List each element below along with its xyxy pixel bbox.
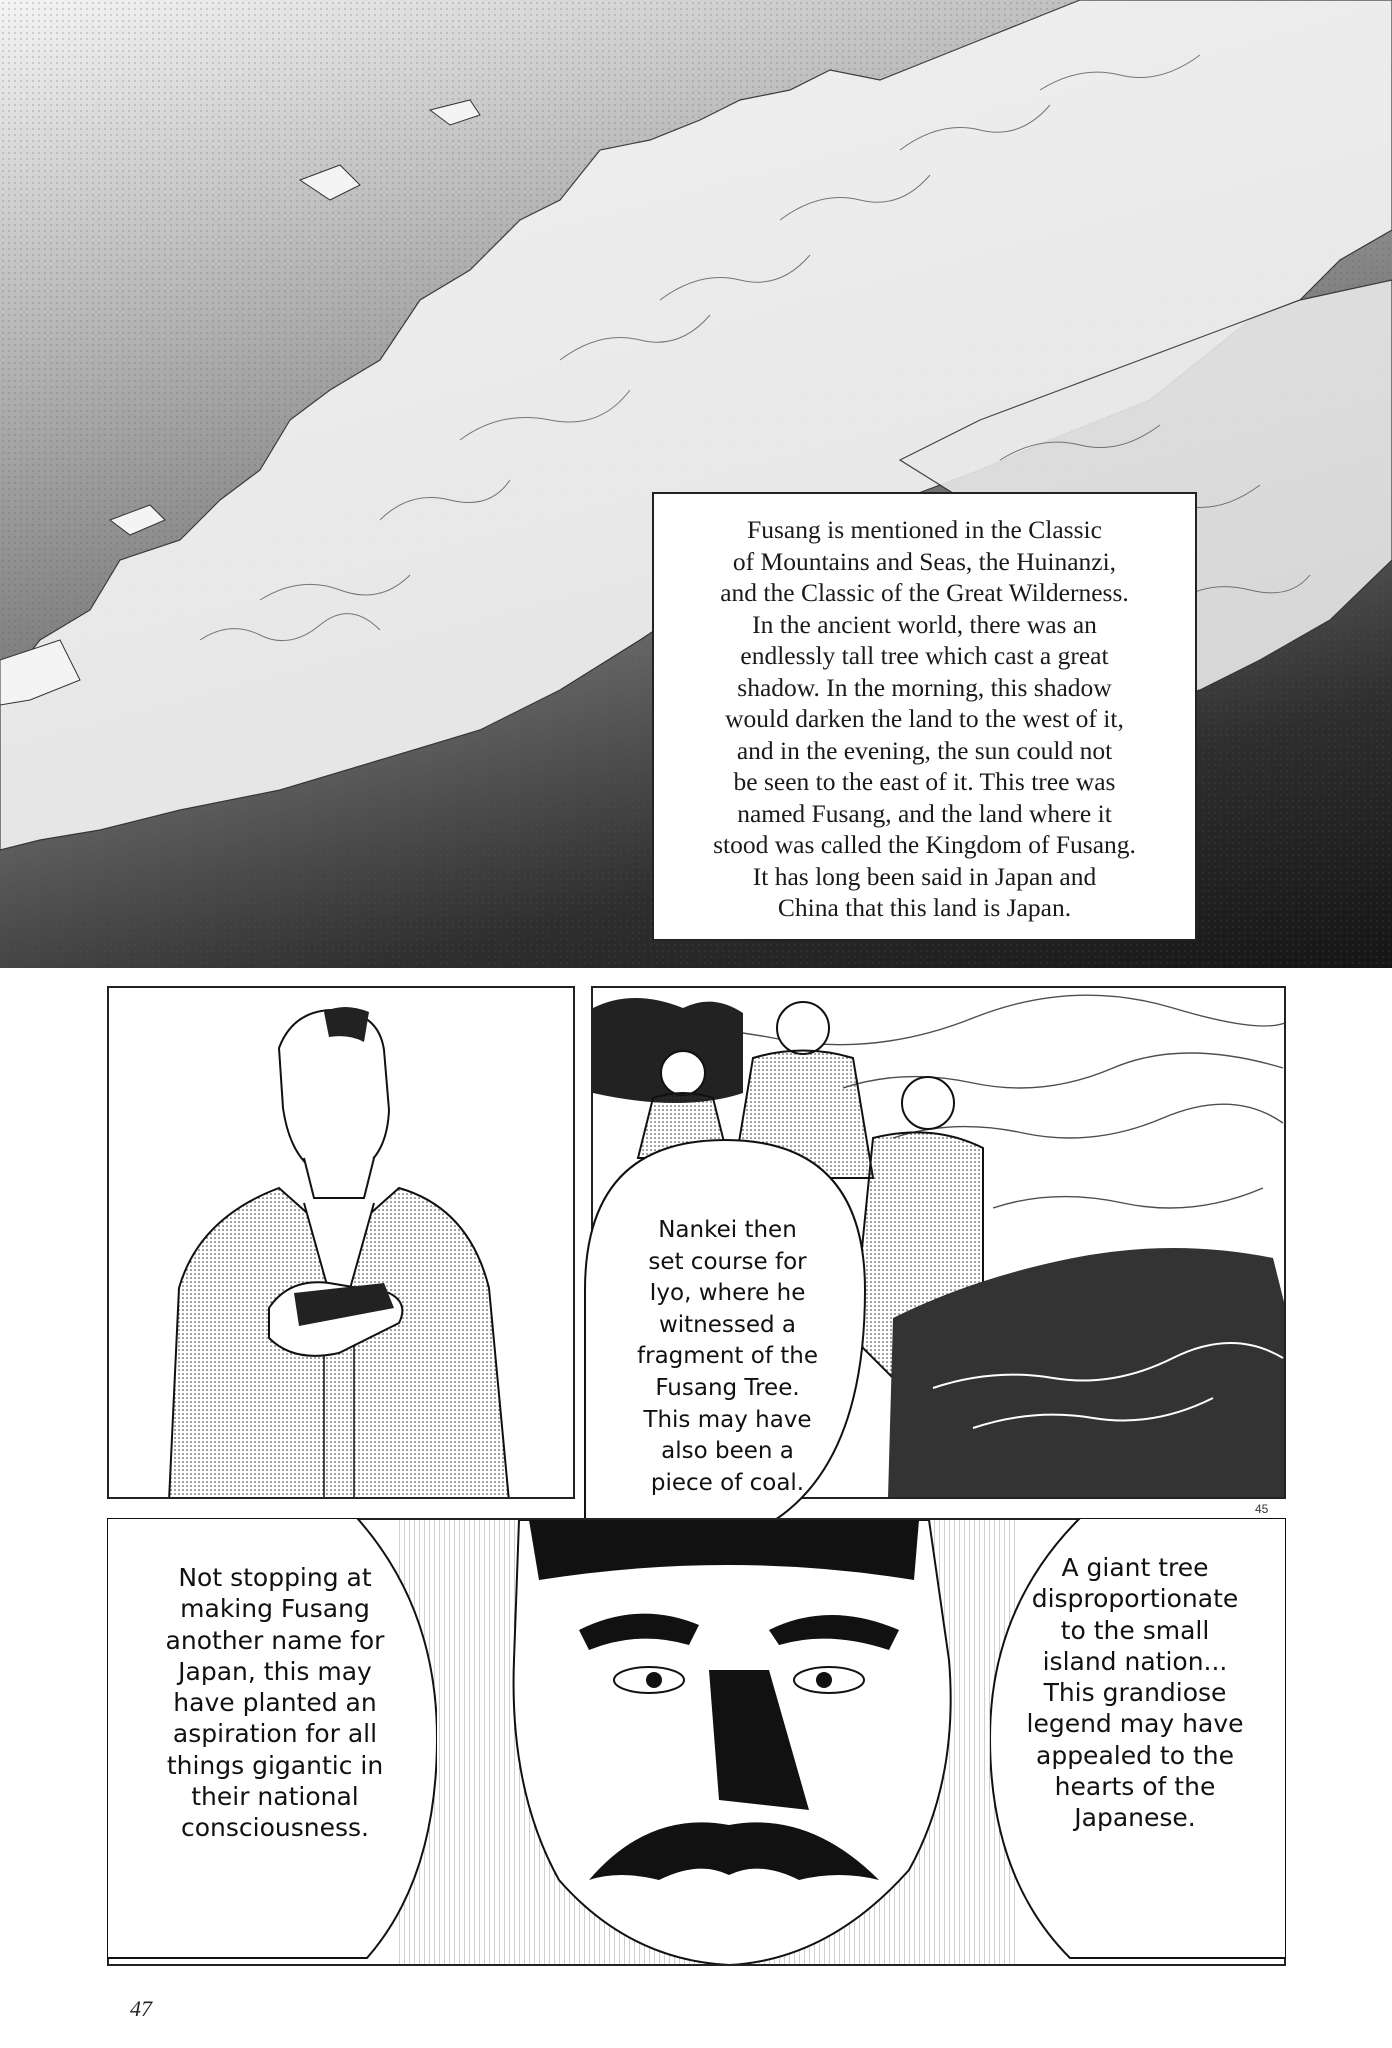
bubble-line: disproportionate [1031, 1584, 1239, 1614]
bubble-line: Nankei then [658, 1217, 797, 1243]
bubble-line: their national [191, 1782, 359, 1812]
narration-line: China that this land is Japan. [777, 893, 1072, 922]
narration-line: shadow. In the morning, this shadow [737, 672, 1112, 702]
bubble-line: This grandiose [1043, 1678, 1227, 1708]
bubble-line: set course for [648, 1248, 807, 1275]
chapter-page-number: 45 [1255, 1502, 1269, 1516]
narration-line: would darken the land to the west of it, [725, 704, 1124, 733]
narration-caption-box [652, 492, 1197, 941]
bubble-line: Japan, this may [178, 1656, 372, 1686]
bubble-line: Japanese. [1074, 1803, 1196, 1833]
bubble-line: legend may have [1026, 1709, 1244, 1739]
bubble-line: also been a [661, 1438, 794, 1465]
narration-line: stood was called the Kingdom of Fusang. [713, 830, 1136, 859]
nankei-bubble-text [600, 1215, 855, 1499]
bubble-line: This may have [643, 1406, 812, 1433]
bubble-line: to the small [1060, 1615, 1210, 1645]
bubble-line: A giant tree [1061, 1553, 1209, 1582]
bubble-line: Iyo, where he [649, 1280, 806, 1307]
page-number: 47 [130, 1996, 152, 2021]
bubble-line: appealed to the [1036, 1740, 1234, 1770]
narration-line: and the Classic of the Great Wilderness. [720, 578, 1129, 607]
panel-man-holding-fragment [107, 986, 575, 1499]
narration-line: be seen to the east of it. This tree was [733, 767, 1116, 796]
narration-line: named Fusang, and the land where it [737, 798, 1112, 828]
bubble-line: things gigantic in [166, 1750, 384, 1780]
narration-line: It has long been said in Japan and [752, 861, 1097, 891]
bubble-line: aspiration for all [172, 1719, 378, 1749]
bubble-line: fragment of the [637, 1343, 818, 1370]
bubble-line: making Fusang [180, 1594, 370, 1624]
narration-line: and in the evening, the sun could not [736, 735, 1113, 765]
narration-line: In the ancient world, there was an [752, 609, 1097, 639]
left-bubble-text [130, 1562, 420, 1844]
bubble-line: another name for [165, 1625, 385, 1655]
right-bubble-text [1000, 1552, 1270, 1834]
bubble-line: piece of coal. [650, 1469, 805, 1496]
bubble-line: consciousness. [181, 1813, 369, 1843]
bubble-line: have planted an [173, 1688, 377, 1718]
man-illustration [109, 988, 575, 1499]
narration-line: endlessly tall tree which cast a great [740, 641, 1109, 670]
map-panel [0, 0, 1392, 968]
narration-line: of Mountains and Seas, the Huinanzi, [732, 546, 1117, 576]
bubble-line: Fusang Tree. [655, 1374, 800, 1401]
bubble-line: island nation... [1042, 1646, 1228, 1676]
bubble-line: hearts of the [1054, 1772, 1216, 1802]
bubble-line: witnessed a [658, 1311, 797, 1338]
narration-line: Fusang is mentioned in the Classic [747, 515, 1102, 544]
bubble-line: Not stopping at [178, 1563, 372, 1592]
